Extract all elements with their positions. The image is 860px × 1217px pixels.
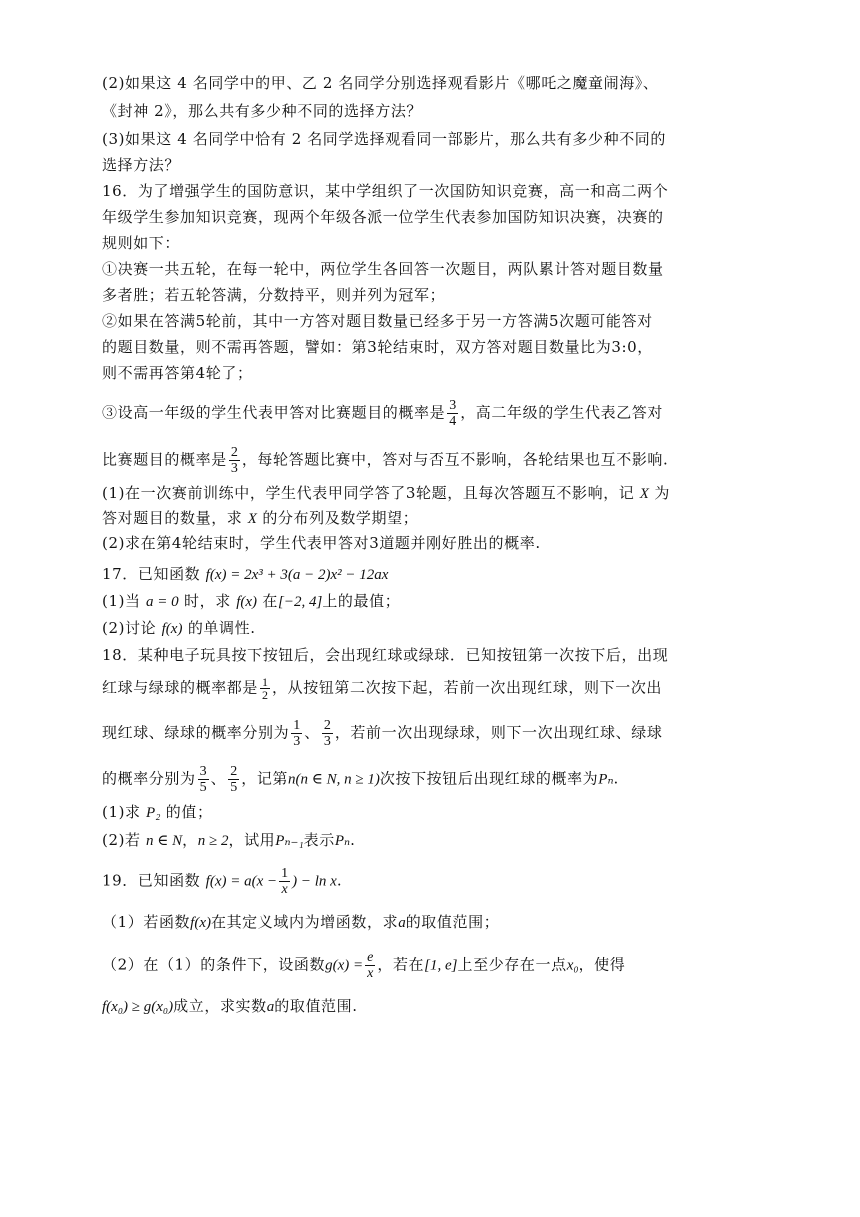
fraction-denominator: 2 (262, 688, 269, 702)
fraction-one-over-x (279, 866, 290, 897)
question-18-part-1 (102, 802, 213, 823)
text-segment: 次按下按钮后出现红球的概率为 (379, 769, 599, 788)
text-segment: （2）在（1）的条件下，设函数 (102, 955, 326, 974)
fraction-numerator: 1 (293, 718, 301, 733)
fraction-two-fifths (228, 764, 239, 795)
text-segment: ，记第 (241, 769, 289, 788)
math-variable: a (398, 915, 406, 931)
question-16-stem: 16．为了增强学生的国防意识，某中学组织了一次国防知识竞赛，高一和高二两个 (102, 182, 669, 200)
text-segment: 成立，求实数 (173, 997, 267, 1015)
text-line (102, 508, 418, 529)
text-segment: ，试用 (228, 831, 276, 849)
text-line: 多者胜；若五轮答满，分数持平，则并列为冠军； (102, 286, 446, 304)
fraction-numerator: e (367, 950, 374, 965)
text-line (102, 996, 358, 1017)
text-segment: 、 (304, 723, 320, 742)
question-17-stem (102, 564, 388, 585)
text-segment: ，若在 (377, 955, 425, 974)
math-expression: f(x) (236, 594, 258, 610)
fraction-denominator: 3 (323, 734, 331, 749)
text-segment: 答对题目的数量，求 (102, 509, 243, 527)
rule-1: ①决赛一共五轮，在每一轮中，两位学生各回答一次题目，两队累计答对题目数量 (102, 260, 664, 278)
text-line: 的题目数量，则不需再答题，譬如：第3轮结束时，双方答对题目数量比为3:0， (102, 338, 653, 356)
fraction-numerator: 3 (199, 764, 207, 779)
text-segment: 的概率分别为 (102, 769, 196, 788)
text-line: 选择方法？ (102, 156, 181, 174)
text-segment: (1)在一次赛前训练中，学生代表甲同学答了3轮题，且每次答题互不影响，记 (102, 484, 635, 502)
text-segment: 表示 (303, 831, 335, 849)
fraction-denominator: 3 (293, 734, 301, 749)
text-segment: 上至少存在一点 (457, 955, 567, 974)
fraction-denominator: x (281, 882, 288, 897)
math-variable: f (205, 567, 210, 583)
text-segment: ，每轮答题比赛中，答对与否互不影响，各轮结果也互不影响. (241, 450, 669, 469)
math-expression: Pₙ (598, 771, 614, 788)
text-line: 规则如下： (102, 234, 181, 252)
math-expression: a = 0 (146, 594, 179, 610)
text-segment: 的值； (165, 803, 213, 821)
math-expression: f(x) (190, 915, 211, 931)
text-segment: （1）若函数 (102, 913, 191, 931)
question-18-part-2 (102, 830, 356, 851)
rule-3 (102, 398, 663, 429)
fraction-two-thirds (322, 718, 333, 749)
question-18-stem: 18．某种电子玩具按下按钮后，会出现红球或绿球．已知按钮第一次按下后，出现 (102, 646, 669, 664)
math-expression: P₂ (146, 805, 161, 821)
math-expression: n ≥ 2 (197, 833, 229, 849)
text-segment: 在 (262, 592, 279, 610)
text-segment: 在其定义域内为增函数，求 (210, 913, 399, 931)
text-segment: . (336, 871, 343, 890)
fraction-numerator: 3 (449, 398, 457, 413)
text-segment: 时，求 (184, 592, 231, 610)
fraction-three-fifths (198, 764, 209, 795)
fraction-denominator: 5 (230, 780, 238, 795)
math-expression: [−2, 4] (278, 594, 323, 610)
question-17-part-2 (102, 618, 256, 639)
math-variable: a (266, 999, 275, 1015)
text-segment: 17．已知函数 (102, 565, 201, 583)
math-expression: [1, e] (424, 957, 458, 974)
text-segment: 的取值范围； (405, 913, 500, 931)
text-segment: ，使得 (578, 955, 626, 974)
fraction-one-third (291, 718, 302, 749)
math-expression: f(x₀) ≥ g(x₀) (102, 999, 174, 1015)
question-17-part-1 (102, 591, 400, 612)
text-segment: (1)求 (102, 803, 141, 821)
question-16-part-2: (2)求在第4轮结束时，学生代表甲答对3道题并刚好胜出的概率. (102, 534, 541, 552)
text-line: 年级学生参加知识竞赛，现两个年级各派一位学生代表参加国防知识决赛，决赛的 (102, 208, 664, 226)
math-expression: n ∈ N (146, 833, 183, 849)
question-16-part-1 (102, 483, 670, 504)
text-segment: ③设高一年级的学生代表甲答对比赛题目的概率是 (102, 403, 446, 422)
fraction-numerator: 2 (230, 764, 238, 779)
fraction-three-quarters (447, 398, 458, 429)
math-expression: f(x) = a(x − (205, 873, 278, 890)
text-segment: 的单调性. (187, 619, 256, 637)
text-segment: 、 (210, 769, 227, 788)
text-segment: ，若前一次出现绿球，则下一次出现红球、绿球 (334, 723, 663, 742)
question-19-part-1 (102, 912, 499, 933)
text-segment: (2)讨论 (102, 619, 157, 637)
fraction-denominator: x (367, 966, 374, 981)
fraction-one-half (260, 676, 270, 701)
text-line: 则不需再答第4轮了； (102, 364, 253, 382)
math-expression: x₀ (566, 957, 579, 974)
fraction-denominator: 5 (199, 780, 207, 795)
text-segment: 比赛题目的概率是 (102, 450, 227, 469)
text-segment: ，高二年级的学生代表乙答对 (460, 403, 664, 422)
text-segment: 的分布列及数学期望； (262, 509, 419, 527)
fraction-numerator: 2 (323, 718, 331, 733)
math-expression: g(x) = (325, 957, 364, 974)
fraction-e-over-x (365, 950, 375, 981)
text-segment: 红球与绿球的概率都是 (102, 678, 259, 697)
text-segment: ， (182, 831, 198, 849)
math-expression: f(x) (161, 621, 183, 637)
math-expression: ) − ln x (292, 873, 337, 890)
math-expression: n(n ∈ N, n ≥ 1) (288, 771, 380, 788)
question-19-part-2 (102, 950, 625, 981)
math-expression: Pₙ₋₁ (275, 833, 304, 849)
text-segment: . (350, 831, 356, 849)
question-19-stem (102, 866, 342, 897)
text-segment: (1)当 (102, 592, 141, 610)
text-line: 《封神 2》，那么共有多少种不同的选择方法？ (102, 102, 423, 120)
math-formula (206, 567, 389, 583)
rule-2: ②如果在答满5轮前，其中一方答对题目数量已经多于另一方答满5次题可能答对 (102, 312, 653, 330)
math-variable: X (639, 486, 649, 502)
text-line: (2)如果这 4 名同学中的甲、乙 2 名同学分别选择观看影片《哪吒之魔童闹海》、 (102, 74, 659, 92)
text-segment: ，从按钮第二次按下起，若前一次出现红球，则下一次出 (272, 678, 663, 697)
text-segment: . (613, 769, 619, 788)
fraction-numerator: 1 (281, 866, 289, 881)
text-segment: 为 (654, 484, 670, 502)
text-segment: 现红球、绿球的概率分别为 (102, 723, 290, 742)
math-variable: X (247, 511, 257, 527)
rule-3-cont (102, 445, 668, 476)
fraction-numerator: 2 (230, 445, 238, 460)
fraction-denominator: 4 (449, 414, 457, 429)
math-expression: (x) = 2x³ + 3(a − 2)x² − 12ax (209, 567, 389, 583)
text-line (102, 676, 662, 701)
fraction-two-thirds (229, 445, 240, 476)
text-line: (3)如果这 4 名同学中恰有 2 名同学选择观看同一部影片，那么共有多少种不同的 (102, 130, 667, 148)
fraction-numerator: 1 (262, 675, 269, 689)
text-line (102, 718, 662, 749)
math-expression: Pₙ (334, 833, 351, 849)
text-line (102, 764, 619, 795)
text-segment: 19．已知函数 (102, 871, 201, 890)
fraction-denominator: 3 (230, 461, 238, 476)
text-segment: 上的最值； (322, 592, 401, 610)
text-segment: 的取值范围. (274, 997, 358, 1015)
text-segment: (2)若 (102, 831, 141, 849)
